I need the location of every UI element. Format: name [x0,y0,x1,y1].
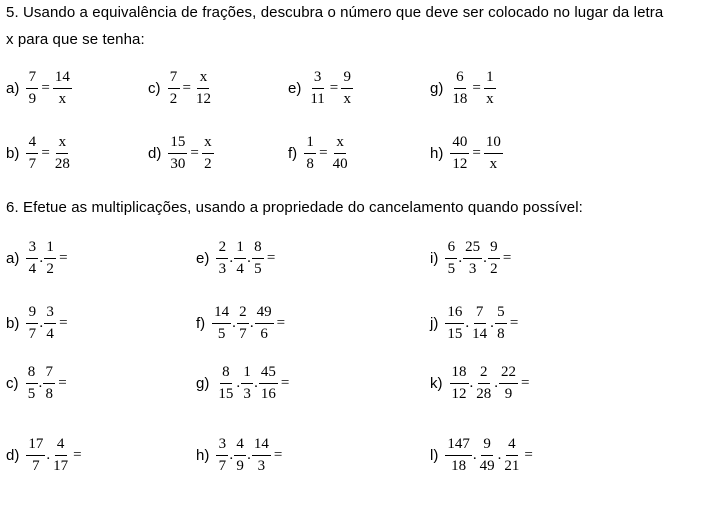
factor-fraction [26,364,38,403]
factor-fraction [488,239,500,278]
denominator: x [58,90,67,107]
numerator: 7 [43,364,55,384]
equals-sign: = [524,446,533,463]
denominator: 16 [260,385,276,402]
equals-sign: = [58,374,67,391]
multiplication-item [196,358,291,408]
denominator: 5 [217,325,226,342]
multiply-dot: . [39,314,44,331]
factor-fraction [234,239,246,278]
multiplication-item [6,298,70,348]
factor-fraction [499,364,518,403]
numerator: 5 [495,304,507,324]
numerator: 4 [26,134,38,154]
item-label: j) [430,314,439,332]
denominator: 9 [28,90,37,107]
factor-fraction [26,436,45,475]
multiply-dot: . [247,446,251,463]
right-fraction [484,134,503,173]
equals-sign: = [266,249,276,266]
factor-fraction [463,239,482,278]
denominator: 3 [243,385,251,402]
item-label: l) [430,446,439,464]
factor-fraction [470,304,489,343]
multiply-dot: . [249,314,254,331]
numerator: 4 [55,436,67,456]
denominator: x [486,90,494,107]
numerator: 2 [478,364,490,384]
denominator: 2 [490,260,498,277]
multiply-dot: . [465,314,470,331]
numerator: 17 [26,436,45,456]
numerator: x [56,134,68,154]
numerator: 18 [450,364,469,384]
factor-fraction [255,304,274,343]
numerator: 9 [26,304,38,324]
item-label: g) [196,374,210,392]
numerator: x [197,69,209,89]
left-fraction [308,69,326,108]
multiply-dot: . [38,374,43,391]
right-fraction [194,69,213,108]
equals-sign: = [190,144,199,161]
multiply-dot: . [469,374,474,391]
denominator: 9 [504,385,513,402]
factor-fraction [212,304,231,343]
numerator: 22 [499,364,518,384]
left-fraction [450,69,469,108]
factor-fraction [43,364,55,403]
numerator: 9 [488,239,500,259]
multiply-dot: . [46,446,51,463]
numerator: 6 [445,239,457,259]
equals-sign: = [280,374,290,391]
item-label: a) [6,79,20,97]
factor-fraction [237,304,249,343]
left-fraction [168,134,187,173]
numerator: 16 [445,304,464,324]
numerator: 2 [216,239,228,259]
equivalence-item [430,128,504,178]
numerator: 6 [454,69,466,89]
equals-sign: = [73,446,82,463]
denominator: 7 [28,325,37,342]
multiply-dot: . [483,249,487,266]
numerator: 45 [259,364,278,384]
denominator: 6 [260,325,268,342]
numerator: 7 [26,69,38,89]
denominator: 28 [54,155,70,172]
numerator: 25 [463,239,482,259]
factor-fraction [234,436,246,475]
multiply-dot: . [490,314,494,331]
numerator: 1 [234,239,246,259]
factor-fraction [216,436,228,475]
denominator: 8 [45,385,53,402]
numerator: 3 [44,304,56,324]
factor-fraction [26,304,38,343]
equals-sign: = [472,144,481,161]
right-fraction [53,134,72,173]
denominator: 11 [310,90,325,107]
numerator: 9 [481,436,493,456]
numerator: 3 [312,69,324,89]
multiply-dot: . [254,374,258,391]
denominator: 2 [169,90,178,107]
item-label: h) [430,144,444,162]
item-label: d) [6,446,20,464]
equals-sign: = [276,314,286,331]
question-6-line-1: 6. Efetue as multiplicações, usando a propriedade do cancelamento quando possível: [6,199,583,216]
numerator: 1 [241,364,253,384]
numerator: 4 [234,436,246,456]
denominator: 2 [204,155,212,172]
numerator: 7 [168,69,180,89]
item-label: c) [148,79,161,97]
item-label: e) [196,249,210,267]
factor-fraction [495,304,507,343]
numerator: x [334,134,346,154]
numerator: 4 [506,436,518,456]
denominator: 9 [236,457,244,474]
numerator: x [202,134,214,154]
equivalence-item [148,128,215,178]
denominator: 7 [239,325,247,342]
denominator: 3 [218,260,227,277]
right-fraction [341,69,353,108]
factor-fraction [445,239,457,278]
factor-fraction [478,436,497,475]
denominator: 14 [472,325,488,342]
denominator: 2 [46,260,54,277]
factor-fraction [474,364,493,403]
multiplication-item [6,430,84,480]
numerator: 3 [216,436,228,456]
item-label: d) [148,144,162,162]
denominator: 4 [236,260,244,277]
denominator: 15 [218,385,234,402]
factor-fraction [445,436,472,475]
factor-fraction [450,364,469,403]
item-label: i) [430,249,439,267]
item-label: f) [196,314,206,332]
item-label: a) [6,249,20,267]
factor-fraction [51,436,70,475]
denominator: 12 [452,155,468,172]
denominator: 17 [53,457,69,474]
denominator: 12 [195,90,211,107]
right-fraction [202,134,214,173]
numerator: 49 [255,304,274,324]
equals-sign: = [502,249,512,266]
item-label: b) [6,144,20,162]
numerator: 147 [445,436,472,456]
multiplication-item [196,430,284,480]
numerator: 2 [237,304,249,324]
multiplication-item [196,233,277,283]
item-label: b) [6,314,20,332]
denominator: 7 [28,155,37,172]
multiply-dot: . [494,374,498,391]
item-label: h) [196,446,210,464]
equals-sign: = [41,144,50,161]
denominator: x [343,90,352,107]
equivalence-item [288,128,351,178]
question-5-line-2: x para que se tenha: [6,31,145,48]
equals-sign: = [273,446,283,463]
item-label: c) [6,374,19,392]
equivalence-item [288,63,354,113]
multiply-dot: . [497,446,502,463]
numerator: 10 [484,134,503,154]
multiply-dot: . [229,446,234,463]
factor-fraction [216,364,235,403]
denominator: 8 [497,325,505,342]
equals-sign: = [472,79,481,96]
multiplication-item [430,233,513,283]
factor-fraction [502,436,521,475]
multiplication-item [196,298,287,348]
numerator: 8 [252,239,264,259]
item-label: k) [430,374,443,392]
denominator: 4 [28,260,37,277]
denominator: 18 [452,90,468,107]
equals-sign: = [182,79,191,96]
numerator: 9 [341,69,353,89]
numerator: 8 [26,364,38,384]
multiply-dot: . [39,249,44,266]
denominator: 49 [479,457,495,474]
numerator: 7 [474,304,486,324]
right-fraction [484,69,496,108]
denominator: 18 [451,457,467,474]
numerator: 1 [44,239,56,259]
numerator: 1 [484,69,496,89]
denominator: 15 [447,325,463,342]
multiply-dot: . [472,446,477,463]
multiplication-item [430,298,520,348]
question-5-line-1: 5. Usando a equivalência de frações, descubra o número que deve ser colocado no lugar da letra [6,4,664,21]
equivalence-item [6,63,73,113]
denominator: 4 [46,325,54,342]
factor-fraction [44,239,56,278]
left-fraction [450,134,469,173]
factor-fraction [26,239,38,278]
item-label: f) [288,144,298,162]
equals-sign: = [521,374,530,391]
factor-fraction [44,304,56,343]
equals-sign: = [41,79,50,96]
left-fraction [26,69,38,108]
multiply-dot: . [232,314,236,331]
multiplication-item [6,233,70,283]
denominator: 7 [218,457,227,474]
equivalence-item [148,63,214,113]
numerator: 14 [252,436,271,456]
numerator: 14 [212,304,231,324]
equivalence-item [430,63,497,113]
left-fraction [26,134,38,173]
factor-fraction [252,436,271,475]
multiply-dot: . [458,249,463,266]
numerator: 40 [450,134,469,154]
numerator: 1 [304,134,316,154]
equivalence-item [6,128,73,178]
equals-sign: = [329,79,339,96]
item-label: g) [430,79,444,97]
equals-sign: = [59,249,68,266]
left-fraction [168,69,180,108]
denominator: 5 [27,385,36,402]
numerator: 8 [220,364,232,384]
item-label: e) [288,79,302,97]
right-fraction [53,69,72,108]
numerator: 3 [26,239,38,259]
denominator: 28 [476,385,492,402]
right-fraction [331,134,350,173]
multiply-dot: . [229,249,234,266]
numerator: 14 [53,69,72,89]
denominator: 5 [254,260,262,277]
denominator: 3 [468,260,477,277]
factor-fraction [216,239,228,278]
numerator: 15 [168,134,187,154]
multiplication-item [430,430,535,480]
factor-fraction [445,304,464,343]
left-fraction [304,134,316,173]
multiply-dot: . [247,249,251,266]
multiplication-item [430,358,531,408]
factor-fraction [252,239,264,278]
factor-fraction [241,364,253,403]
equals-sign: = [509,314,519,331]
denominator: x [489,155,498,172]
factor-fraction [259,364,278,403]
equals-sign: = [59,314,68,331]
equals-sign: = [319,144,328,161]
denominator: 12 [451,385,467,402]
denominator: 7 [32,457,40,474]
denominator: 8 [306,155,314,172]
denominator: 40 [332,155,348,172]
denominator: 21 [504,457,520,474]
denominator: 5 [447,260,456,277]
multiply-dot: . [236,374,241,391]
denominator: 30 [170,155,186,172]
denominator: 3 [257,457,266,474]
multiplication-item [6,358,69,408]
